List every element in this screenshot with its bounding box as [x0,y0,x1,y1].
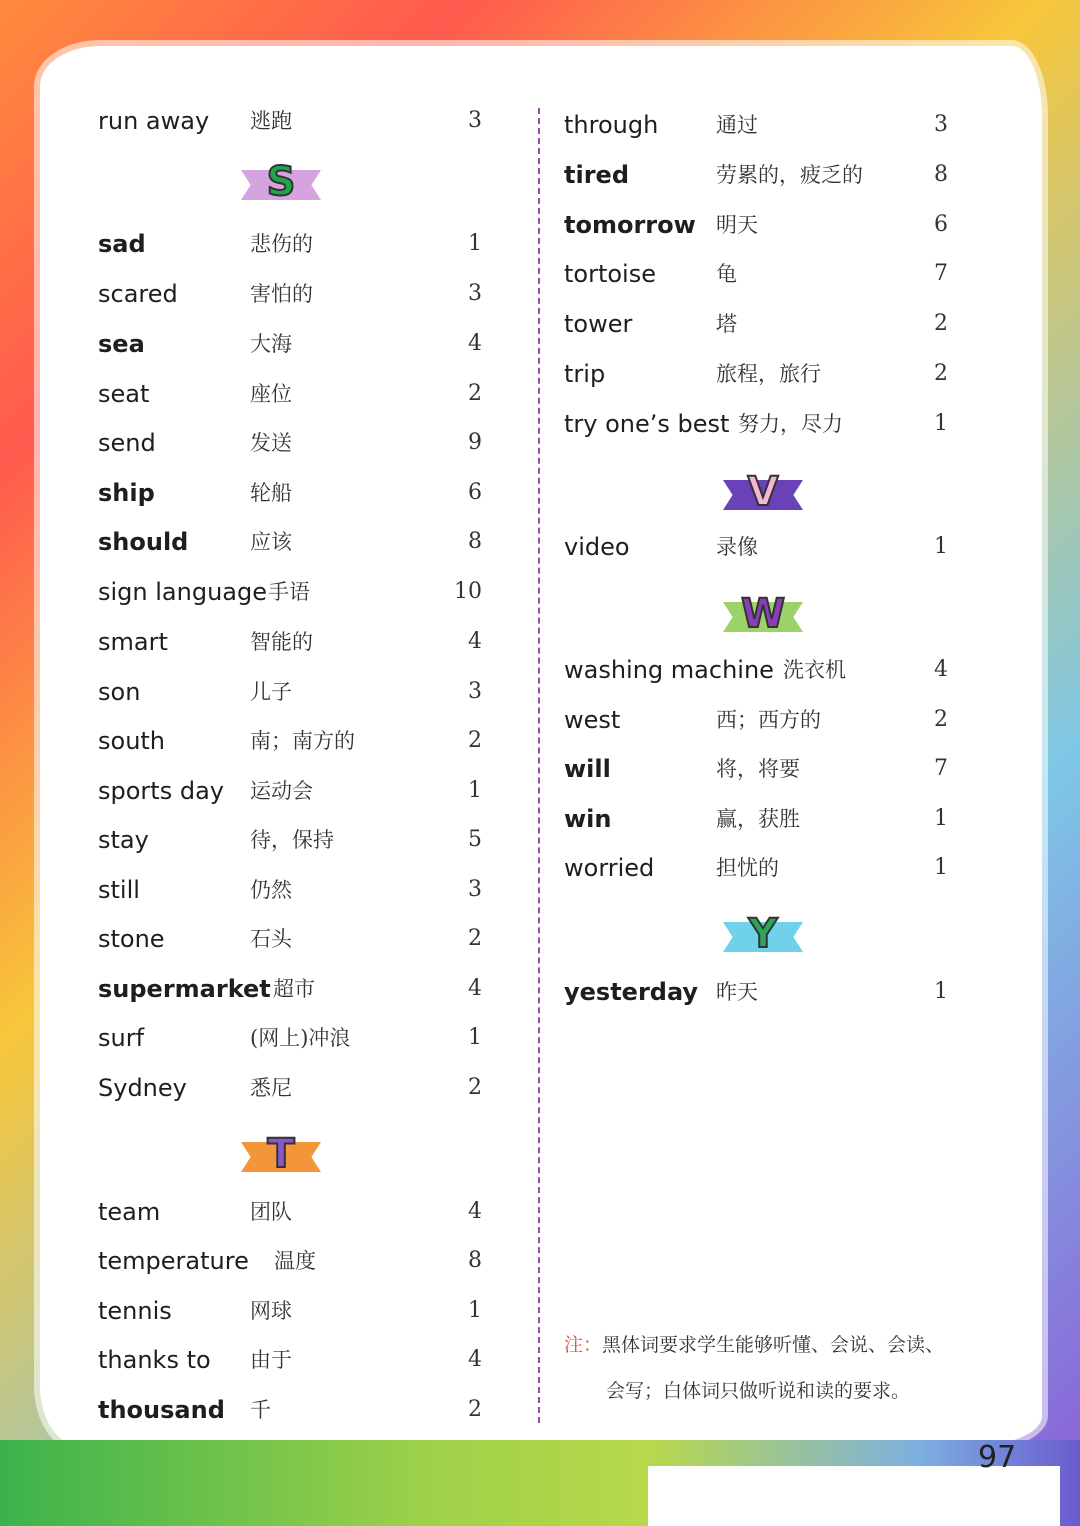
entry-unit: 8 [934,162,948,187]
badge-letter: W [740,591,786,637]
entry-unit: 4 [934,657,948,682]
entry-chinese: 努力，尽力 [738,412,843,436]
entry-english: trip [564,360,606,388]
entry-unit: 3 [468,877,482,902]
entry-chinese: 发送 [250,431,292,455]
entry-unit: 3 [468,108,482,133]
entry-unit: 10 [454,579,482,604]
badge-letter: V [747,469,779,515]
vocab-entry [564,749,964,789]
vocab-entry [564,254,964,294]
entry-chinese: 将，将要 [716,757,800,781]
entry-chinese: 担忧的 [716,856,779,880]
vocab-entry [98,324,498,364]
entry-chinese: 昨天 [716,980,758,1004]
entry-english: run away [98,107,210,135]
entry-english: sea [98,330,145,358]
column-divider [538,108,540,1423]
entry-chinese: 石头 [250,927,292,951]
entry-chinese: 大海 [250,332,292,356]
vocab-entry [98,224,498,264]
vocab-entry [98,1241,498,1281]
vocab-entry [98,622,498,662]
entry-english: should [98,528,189,556]
vocab-entry [98,1192,498,1232]
entry-english: try one’s best [564,410,730,438]
entry-english: through [564,111,659,139]
section-badge-t [241,1132,321,1180]
vocab-entry [98,721,498,761]
entry-chinese: 害怕的 [250,282,313,306]
entry-unit: 9 [468,430,482,455]
entry-unit: 1 [468,1025,482,1050]
entry-unit: 4 [468,629,482,654]
section-badge-s [241,160,321,208]
entry-english: yesterday [564,978,699,1006]
vocab-entry [98,522,498,562]
entry-english: tennis [98,1297,172,1325]
entry-english: tower [564,310,633,338]
entry-chinese: 智能的 [250,630,313,654]
entry-unit: 4 [468,1199,482,1224]
section-badge-y [723,912,803,960]
entry-unit: 2 [468,1397,482,1422]
badge-letter: S [266,159,296,205]
entry-chinese: 轮船 [250,481,292,505]
entry-chinese: 通过 [716,113,758,137]
entry-english: sports day [98,777,224,805]
entry-unit: 2 [468,728,482,753]
vocab-entry [98,672,498,712]
vocab-entry [564,354,964,394]
entry-chinese: 悲伤的 [250,232,313,256]
entry-english: south [98,727,166,755]
section-badge-w [723,592,803,640]
entry-english: sad [98,230,146,258]
entry-english: worried [564,854,655,882]
vocab-entry [564,972,964,1012]
entry-unit: 2 [468,381,482,406]
entry-unit: 6 [934,212,948,237]
entry-chinese: 西；西方的 [716,708,821,732]
entry-english: win [564,805,612,833]
entry-unit: 1 [468,778,482,803]
vocab-entry [564,304,964,344]
entry-chinese: 塔 [716,312,737,336]
entry-chinese: 录像 [716,535,758,559]
entry-chinese: 旅程，旅行 [716,362,821,386]
vocab-entry [98,1291,498,1331]
section-badge-v [723,470,803,518]
vocab-entry [564,205,964,245]
entry-unit: 3 [468,281,482,306]
entry-english: washing machine [564,656,774,684]
entry-unit: 2 [934,311,948,336]
entry-chinese: 由于 [250,1348,292,1372]
entry-chinese: 明天 [716,213,758,237]
entry-unit: 3 [468,679,482,704]
entry-unit: 3 [934,112,948,137]
entry-unit: 8 [468,1248,482,1273]
entry-english: smart [98,628,168,656]
footnote-line-1: 黑体词要求学生能够听懂、会说、会读、 [602,1334,945,1356]
entry-unit: 8 [468,529,482,554]
vocab-entry [564,650,964,690]
entry-unit: 2 [934,361,948,386]
entry-unit: 4 [468,1347,482,1372]
entry-unit: 7 [934,756,948,781]
vocab-entry [98,572,498,612]
vocab-entry [98,374,498,414]
vocab-entry [98,919,498,959]
entry-unit: 1 [468,231,482,256]
entry-english: stay [98,826,149,854]
vocab-entry [98,473,498,513]
entry-unit: 1 [934,806,948,831]
entry-chinese: 赢，获胜 [716,807,800,831]
entry-chinese: 儿子 [250,680,292,704]
entry-chinese: 座位 [250,382,292,406]
entry-english: thousand [98,1396,225,1424]
entry-english: Sydney [98,1074,187,1102]
entry-unit: 6 [468,480,482,505]
entry-unit: 5 [468,827,482,852]
entry-english: son [98,678,141,706]
entry-english: ship [98,479,155,507]
vocab-entry [564,527,964,567]
entry-chinese: 南；南方的 [250,729,355,753]
vocab-entry [98,423,498,463]
vocab-entry [98,1068,498,1108]
entry-unit: 4 [468,331,482,356]
vocab-entry [98,1018,498,1058]
entry-english: tomorrow [564,211,696,239]
entry-english: tortoise [564,260,656,288]
entry-unit: 1 [934,534,948,559]
entry-english: still [98,876,140,904]
vocab-entry [98,820,498,860]
entry-english: temperature [98,1247,249,1275]
entry-chinese: 千 [250,1398,271,1422]
entry-chinese: 温度 [274,1249,316,1273]
vocab-entry [564,105,964,145]
entry-chinese: 洗衣机 [783,658,846,682]
entry-english: team [98,1198,161,1226]
entry-english: will [564,755,611,783]
entry-chinese: 悉尼 [250,1076,292,1100]
entry-unit: 1 [934,411,948,436]
entry-english: tired [564,161,629,189]
entry-english: stone [98,925,165,953]
entry-english: scared [98,280,178,308]
vocab-entry [98,969,498,1009]
vocab-entry [564,848,964,888]
vocab-entry [564,404,964,444]
vocab-entry [98,870,498,910]
vocab-entry [564,155,964,195]
page-number: 97 [978,1440,1017,1475]
entry-english: sign language [98,578,267,606]
entry-english: surf [98,1024,145,1052]
footnote-label: 注： [564,1334,603,1356]
entry-unit: 1 [468,1298,482,1323]
entry-unit: 1 [934,979,948,1004]
entry-chinese: 劳累的，疲乏的 [716,163,863,187]
vocab-entry [98,771,498,811]
entry-chinese: 待，保持 [250,828,334,852]
entry-chinese: 手语 [268,580,310,604]
vocab-entry [98,1390,498,1430]
entry-unit: 2 [468,926,482,951]
entry-chinese: 运动会 [250,779,313,803]
entry-english: supermarket [98,975,271,1003]
white-corner-patch [648,1466,1060,1526]
entry-chinese: 团队 [250,1200,292,1224]
entry-unit: 2 [934,707,948,732]
entry-chinese: (网上)冲浪 [250,1026,351,1050]
entry-english: video [564,533,630,561]
entry-chinese: 应该 [250,530,292,554]
badge-letter: Y [748,911,778,957]
entry-english: send [98,429,156,457]
entry-chinese: 网球 [250,1299,292,1323]
entry-english: seat [98,380,150,408]
entry-unit: 7 [934,261,948,286]
entry-chinese: 龟 [716,262,737,286]
vocab-entry [564,799,964,839]
entry-english: west [564,706,621,734]
badge-letter: T [267,1131,295,1177]
entry-chinese: 超市 [273,977,315,1001]
vocab-entry [98,274,498,314]
entry-unit: 4 [468,976,482,1001]
entry-chinese: 逃跑 [250,109,292,133]
entry-unit: 1 [934,855,948,880]
entry-english: thanks to [98,1346,211,1374]
vocab-entry [98,1340,498,1380]
entry-chinese: 仍然 [250,878,292,902]
vocab-entry [564,700,964,740]
footnote-line-2: 会写；白体词只做听说和读的要求。 [606,1380,911,1402]
footnote [564,1322,984,1414]
vocab-entry [98,101,498,141]
entry-unit: 2 [468,1075,482,1100]
